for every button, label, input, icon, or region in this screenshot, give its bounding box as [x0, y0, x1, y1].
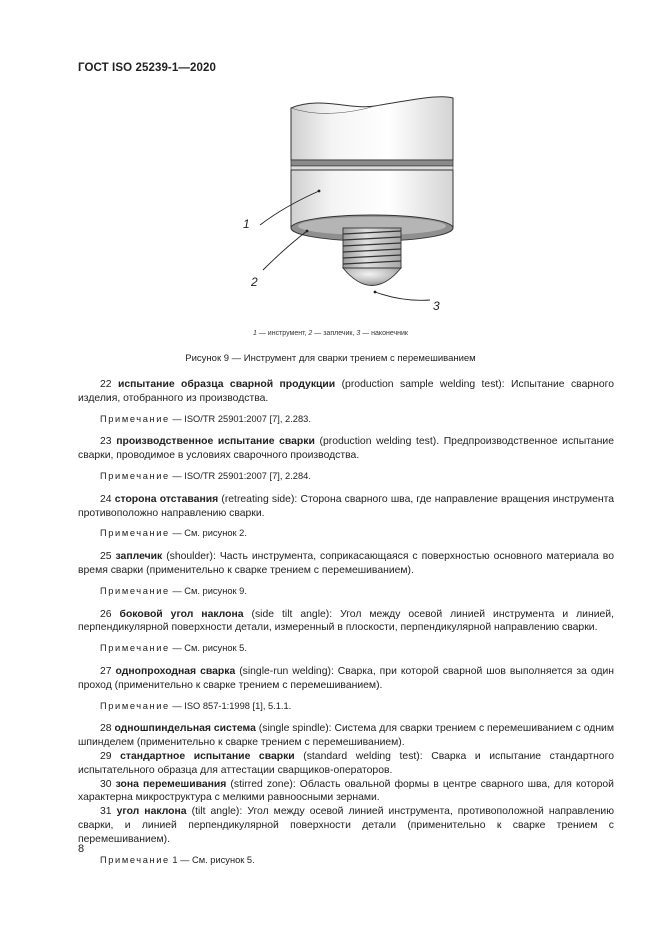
term-title: стандартное испытание сварки [120, 750, 295, 762]
note-label: Примечание [100, 854, 170, 865]
term-number: 25 [100, 551, 116, 563]
term-title: однопроходная сварка [115, 665, 236, 677]
term-definition: (tilt angle): Угол между осевой линией инструмента, противоположной направлению сварки, и линией перпендикулярной поверхности детали (применительно к сварке трением с перемешиванием). [78, 806, 614, 845]
document-body [78, 378, 614, 876]
term-29 [78, 750, 614, 778]
term-definition: (single spindle): Система для сварки трением с перемешиванием с одним шпинделем (применительно к сварке трением с перемешиванием). [78, 723, 615, 749]
term-number: 28 [100, 723, 115, 735]
tool-shank [291, 97, 453, 160]
term-23 [78, 435, 614, 463]
term-number: 22 [100, 379, 118, 390]
figure-label-1: 1 [243, 217, 250, 231]
legend-text-2: — заплечик, [312, 330, 357, 337]
figure-legend [0, 330, 661, 337]
term-definition: (single-run welding): Сварка, при которой сварной шов выполняется за один проход (применительно к сварке трением с перемешиванием). [78, 665, 614, 691]
term-number: 29 [100, 750, 121, 762]
term-title: заплечик [115, 551, 163, 563]
term-title: испытание образца сварной продукции [117, 379, 336, 390]
term-definition: (standard welding test): Сварка и испытание стандартного испытательного образца для аттестации сварщиков-операторов. [78, 750, 614, 776]
note-label: Примечание [100, 700, 170, 711]
note-23 [78, 470, 614, 484]
figure-caption: Рисунок 9 — Инструмент для сварки трением с перемешиванием [185, 353, 476, 364]
legend-text-3: — наконечник [360, 330, 408, 337]
term-title: угол наклона [116, 806, 187, 818]
note-26 [78, 642, 614, 656]
note-text: — ISO/TR 25901:2007 [7], 2.283. [169, 413, 311, 424]
note-text: — См. рисунок 9. [169, 585, 247, 596]
page-number: 8 [78, 843, 85, 855]
note-text: — См. рисунок 2. [169, 528, 247, 539]
note-text: — ISO/TR 25901:2007 [7], 2.284. [169, 470, 311, 481]
term-title: одношпиндельная система [114, 723, 256, 735]
note-22 [78, 413, 614, 427]
term-26 [78, 608, 614, 636]
legend-num-1: 1 [253, 330, 257, 337]
term-number: 26 [100, 608, 120, 620]
term-28 [78, 722, 614, 750]
term-definition: (production welding test). Предпроизводственное испытание сварки, проводимое в условиях сварочного производства. [78, 436, 614, 462]
term-22 [78, 378, 614, 406]
note-24 [78, 527, 614, 541]
note-label: Примечание [100, 585, 170, 596]
term-title: зона перемешивания [115, 778, 227, 790]
term-number: 31 [100, 806, 117, 818]
legend-num-3: 3 [356, 330, 361, 337]
term-number: 23 [100, 436, 117, 448]
term-25 [78, 550, 614, 578]
term-title: производственное испытание сварки [116, 436, 315, 448]
term-definition: (stirred zone): Область овальной формы в центре сварного шва, для которой характерна микроструктура с мелкими равноосными зернами. [78, 778, 614, 804]
term-30 [78, 778, 614, 806]
note-label: Примечание [100, 643, 170, 654]
document-header: ГОСТ ISO 25239-1—2020 [78, 62, 216, 74]
note-label: Примечание [100, 413, 170, 424]
note-text: — ISO 857-1:1998 [1], 5.1.1. [169, 700, 292, 711]
legend-num-2: 2 [308, 330, 313, 337]
term-definition: (side tilt angle): Угол между осевой линией инструмента и линией, перпендикулярной поверхности детали, измеренный в плоскости, перпендикулярной направлению сварки. [78, 608, 614, 634]
note-31 [78, 854, 614, 868]
figure-label-2: 2 [251, 275, 258, 289]
tool-pin [343, 228, 401, 286]
note-label: Примечание [100, 470, 170, 481]
term-number: 27 [100, 665, 116, 677]
term-31 [78, 805, 614, 846]
note-label: Примечание [100, 528, 170, 539]
note-27 [78, 700, 614, 714]
legend-text-1: — инструмент, [256, 330, 309, 337]
term-27 [78, 665, 614, 693]
term-24 [78, 493, 614, 521]
note-25 [78, 585, 614, 599]
term-title: сторона отставания [114, 493, 219, 505]
term-number: 24 [100, 493, 115, 505]
friction-stir-tool-figure [225, 88, 465, 323]
term-definition: (shoulder): Часть инструмента, соприкасающаяся с поверхностью основного материала во время сварки (применительно к сварке трением с перемешиванием). [78, 551, 614, 576]
term-definition: (retreating side): Сторона сварного шва, где направление вращения инструмента противоположно направлению сварки. [78, 493, 615, 519]
term-title: боковой угол наклона [119, 608, 244, 620]
term-number: 30 [100, 778, 116, 790]
note-text: — См. рисунок 5. [169, 643, 247, 654]
figure-label-3: 3 [433, 299, 440, 313]
term-definition: (production sample welding test): Испытание сварного изделия, отобранного из производства. [78, 379, 614, 404]
note-text: 1 — См. рисунок 5. [169, 854, 255, 865]
